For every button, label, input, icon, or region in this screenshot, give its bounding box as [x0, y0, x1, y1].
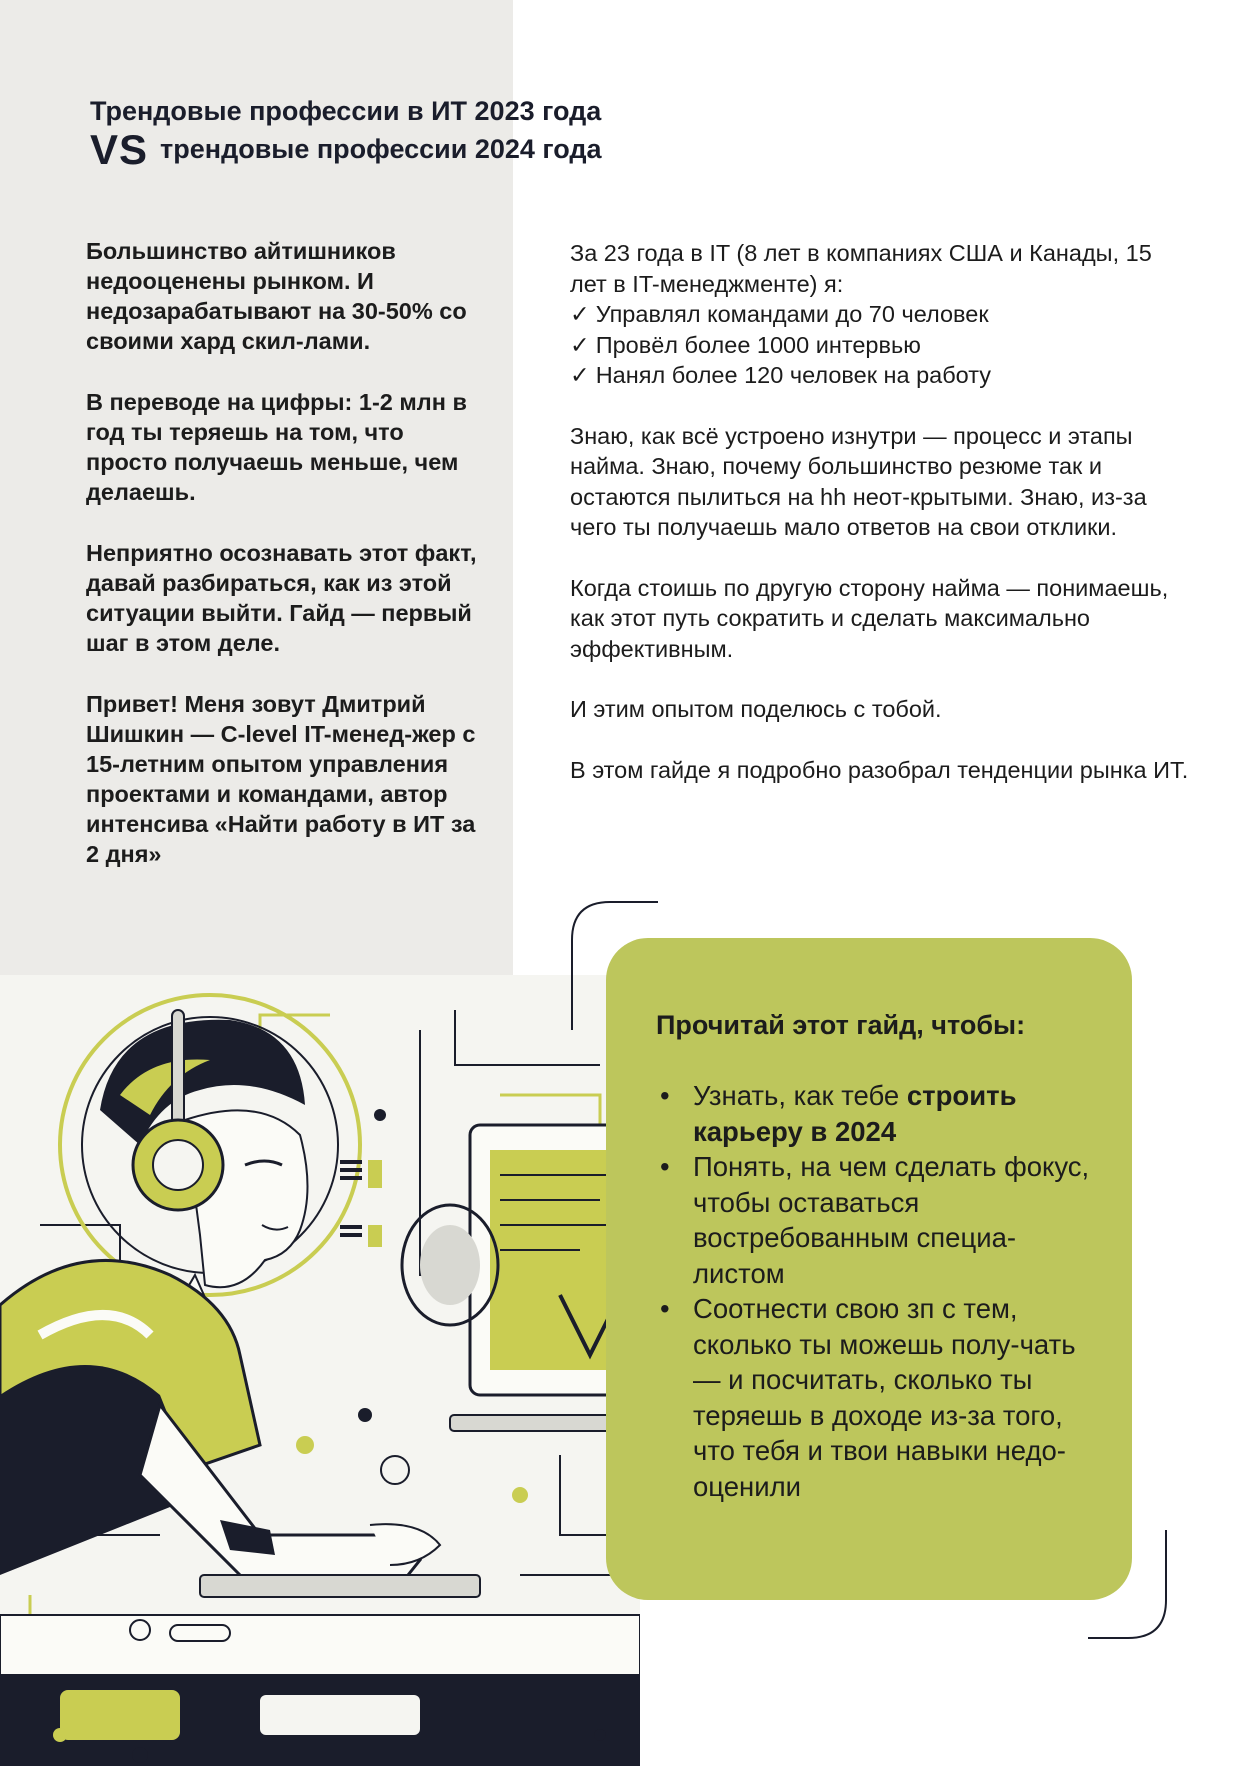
title-line-2: [90, 126, 810, 173]
title-line-2-text: трендовые профессии 2024 года: [160, 134, 602, 164]
right-paragraph: Знаю, как всё устроено изнутри — процесс и этапы найма. Знаю, почему большинство резюме так и остаются пылиться на hh неот-крытыми. Знаю, из-за чего ты получаешь мало ответов на свои отклики.: [570, 422, 1147, 540]
page-title: [90, 92, 810, 173]
right-paragraph: В этом гайде я подробно разобрал тенденции рынка ИТ.: [570, 756, 1189, 783]
achievements-list: [570, 299, 1190, 391]
check-icon: ✓: [570, 301, 590, 327]
right-paragraph: Когда стоишь по другую сторону найма — понимаешь, как этот путь сократить и сделать максимально эффективным.: [570, 574, 1169, 662]
left-paragraph: В переводе на цифры: 1-2 млн в год ты теряешь на том, что просто получаешь меньше, чем делаешь.: [86, 389, 467, 505]
right-column-text: [570, 238, 1190, 815]
list-item: • Соотнести свою зп с тем, сколько ты можешь полу-чать — и посчитать, сколько ты теряешь в доходе из-за того, что тебя и твои навыки недо-оценили: [656, 1291, 1096, 1504]
left-column-text: [86, 236, 491, 900]
right-paragraph: И этим опытом поделюсь с тобой.: [570, 696, 942, 722]
list-item: ✓ Нанял более 120 человек на работу: [570, 362, 992, 388]
list-item: ✓ Провёл более 1000 интервью: [570, 331, 921, 358]
vs-mark: VS: [90, 126, 149, 173]
info-card: [606, 938, 1132, 1600]
check-icon: ✓: [570, 362, 590, 388]
corner-bracket-bottom: [1088, 1530, 1168, 1640]
list-item: ✓ Управлял командами до 70 человек: [570, 301, 989, 327]
card-title: Прочитай этот гайд, чтобы:: [656, 1010, 1026, 1040]
card-list: [656, 1078, 1096, 1504]
list-item: • Узнать, как тебе строить карьеру в 2024: [656, 1078, 1096, 1149]
card-highlight: строить карьеру в 2024: [693, 1080, 1017, 1147]
experience-intro: За 23 года в IT (8 лет в компаниях США и Канады, 15 лет в IT-менеджменте) я:: [570, 240, 1152, 297]
list-item: • Понять, на чем сделать фокус, чтобы оставаться востребованным специа-листом: [656, 1149, 1096, 1291]
left-paragraph: Привет! Меня зовут Дмитрий Шишкин — C-level IT-менед-жер с 15-летним опытом управления проектами и командами, автор интенсива «Найти работу в ИТ за 2 дня»: [86, 691, 476, 867]
check-icon: ✓: [570, 331, 590, 358]
left-paragraph: Большинство айтишников недооценены рынком. И недозарабатывают на 30-50% со своими хард скил-лами.: [86, 238, 467, 354]
left-paragraph: Неприятно осознавать этот факт, давай разбираться, как из этой ситуации выйти. Гайд — первый шаг в этом деле.: [86, 540, 477, 656]
title-line-1: Трендовые профессии в ИТ 2023 года: [90, 96, 602, 126]
illustration: [0, 975, 640, 1766]
